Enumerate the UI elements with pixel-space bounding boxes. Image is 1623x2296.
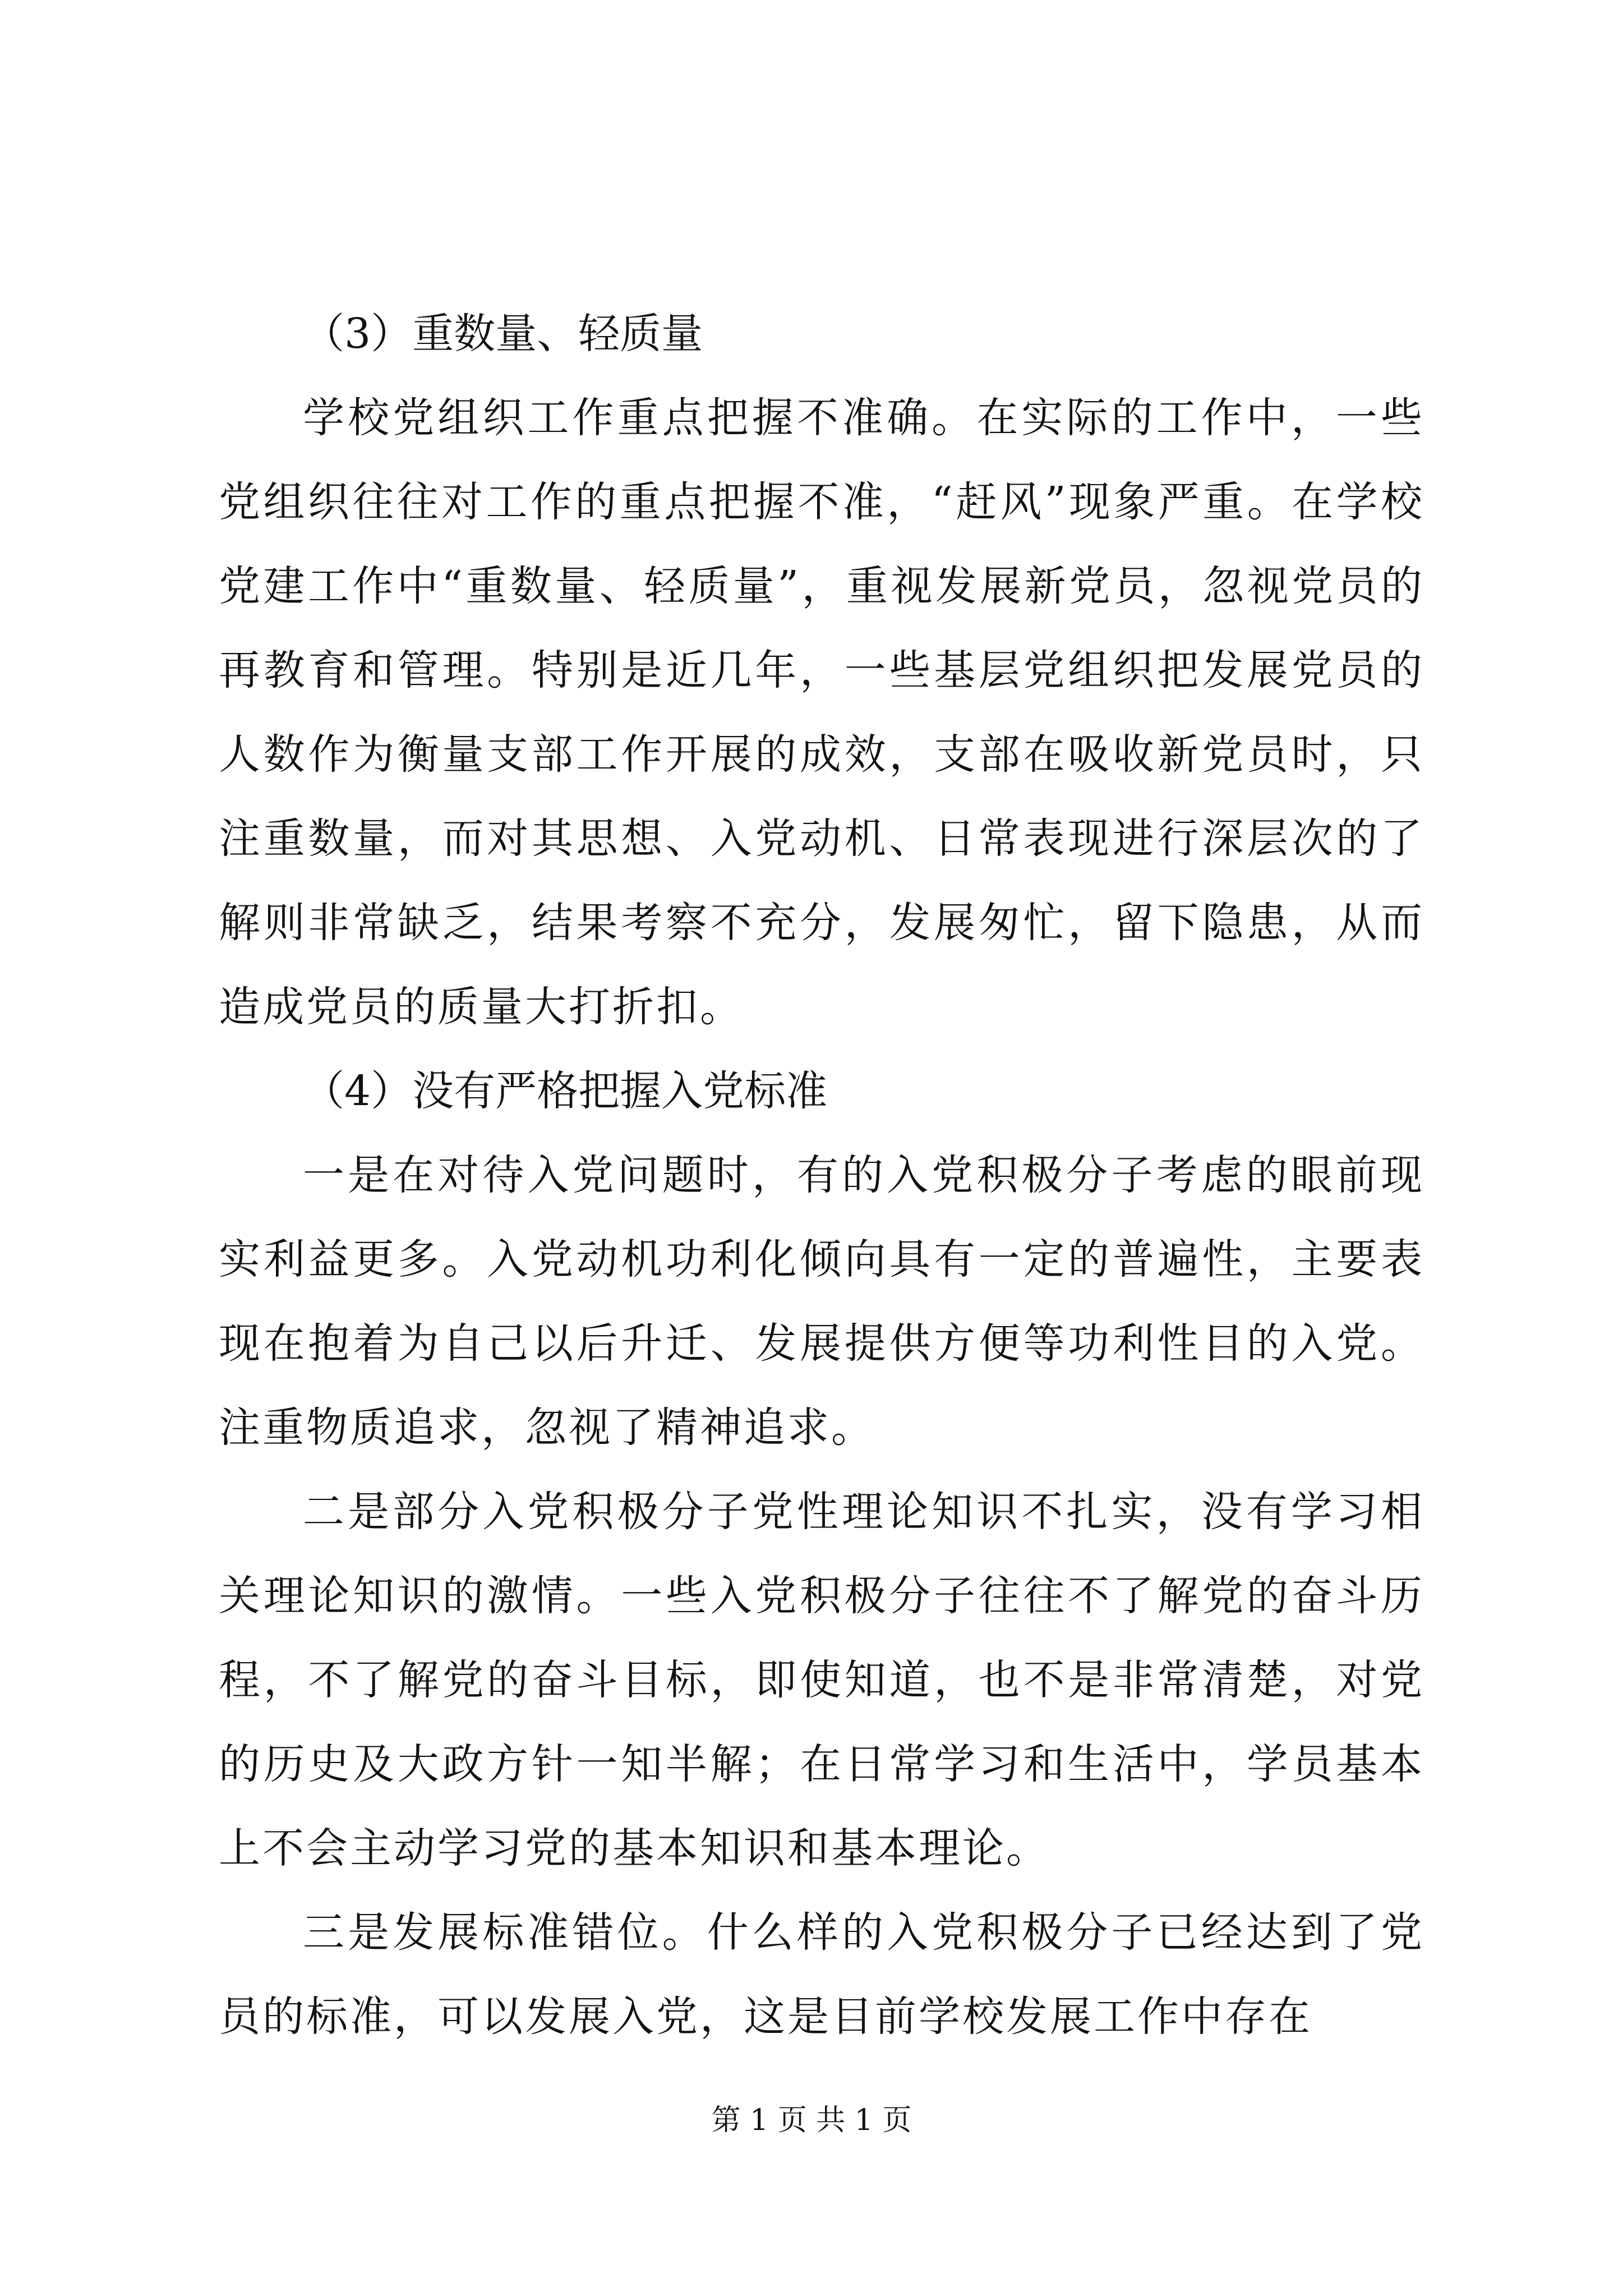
document-body [219,292,1424,2059]
page-footer: 第 1 页 共 1 页 [711,2104,912,2137]
section-heading-3: （3）重数量、轻质量 [303,310,703,358]
paragraph-4: 三是发展标准错位。什么样的入党积极分子已经达到了党员的标准，可以发展入党，这是目前学校发展工作中存在 [219,1908,1424,2041]
paragraph-3: 二是部分入党积极分子党性理论知识不扎实，没有学习相关理论知识的激情。一些入党积极分子往往不了解党的奋斗历程，不了解党的奋斗目标，即使知道，也不是非常清楚，对党的历史及大政方针一知半解；在日常学习和生活中，学员基本上不会主动学习党的基本知识和基本理论。 [219,1488,1424,1872]
paragraph-2: 一是在对待入党问题时，有的入党积极分子考虑的眼前现实利益更多。入党动机功利化倾向具有一定的普遍性，主要表现在抱着为自己以后升迁、发展提供方便等功利性目的入党。注重物质追求，忽视了精神追求。 [219,1151,1424,1452]
paragraph-1: 学校党组织工作重点把握不准确。在实际的工作中，一些党组织往往对工作的重点把握不准，“赶风”现象严重。在学校党建工作中“重数量、轻质量”，重视发展新党员，忽视党员的再教育和管理。特别是近几年，一些基层党组织把发展党员的人数作为衡量支部工作开展的成效，支部在吸收新党员时，只注重数量，而对其思想、入党动机、日常表现进行深层次的了解则非常缺乏，结果考察不充分，发展匆忙，留下隐患，从而造成党员的质量大打折扣。 [219,394,1424,1031]
section-heading-4: （4）没有严格把握入党标准 [303,1067,828,1115]
